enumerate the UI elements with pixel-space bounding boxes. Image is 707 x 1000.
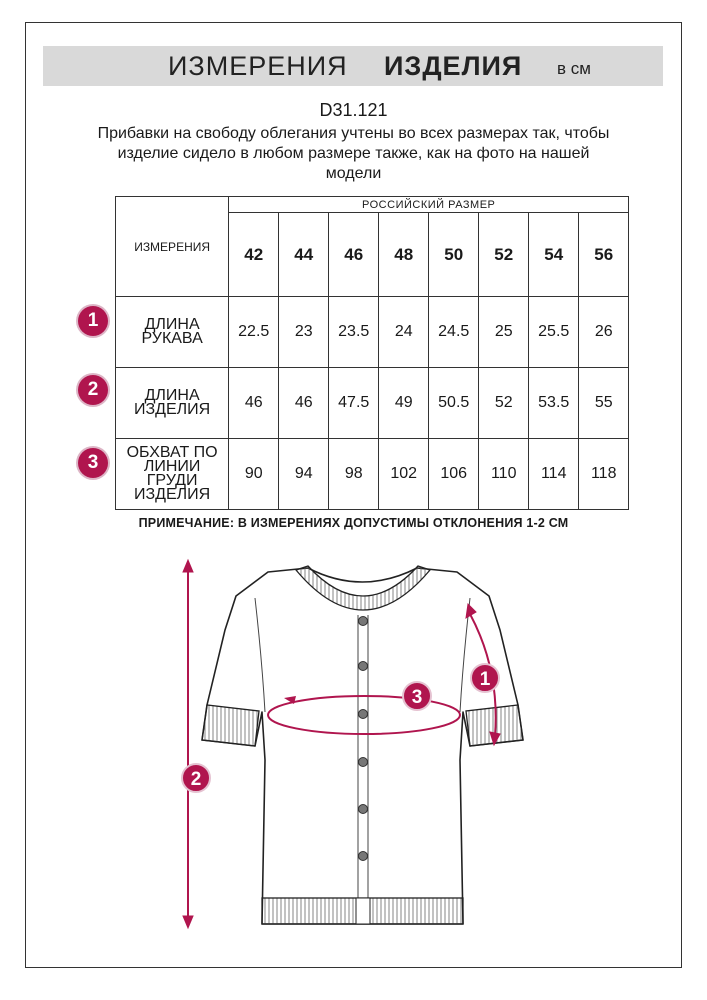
table-row xyxy=(116,439,629,510)
table-cell: 53.5 xyxy=(529,368,579,439)
size-header: 54 xyxy=(529,213,579,297)
table-cell: 24.5 xyxy=(429,297,479,368)
size-group-label: РОССИЙСКИЙ РАЗМЕР xyxy=(229,197,629,213)
left-cuff xyxy=(202,705,259,746)
row-label-garment-length: ДЛИНА ИЗДЕЛИЯ xyxy=(116,368,229,439)
size-header: 50 xyxy=(429,213,479,297)
row-label-chest-girth: ОБХВАТ ПО ЛИНИИ ГРУДИ ИЗДЕЛИЯ xyxy=(116,439,229,510)
title-measurements: ИЗМЕРЕНИЯ xyxy=(168,51,348,81)
button xyxy=(359,805,368,814)
table-cell: 102 xyxy=(379,439,429,510)
table-row xyxy=(116,368,629,439)
size-header: 44 xyxy=(279,213,329,297)
table-cell: 98 xyxy=(329,439,379,510)
size-header: 56 xyxy=(579,213,629,297)
button xyxy=(359,710,368,719)
marker-1-badge xyxy=(471,664,499,692)
table-cell: 118 xyxy=(579,439,629,510)
table-cell: 25.5 xyxy=(529,297,579,368)
button xyxy=(359,758,368,767)
row-3-number-badge: 3 xyxy=(78,448,108,478)
table-cell: 90 xyxy=(229,439,279,510)
table-cell: 106 xyxy=(429,439,479,510)
table-cell: 46 xyxy=(229,368,279,439)
corner-label: ИЗМЕРЕНИЯ xyxy=(116,197,229,297)
size-header: 46 xyxy=(329,213,379,297)
row-1-number-badge: 1 xyxy=(78,306,108,336)
garment-diagram xyxy=(0,540,707,940)
table-cell: 47.5 xyxy=(329,368,379,439)
marker-1-label: 1 xyxy=(479,669,491,690)
table-cell: 49 xyxy=(379,368,429,439)
title-units: в см xyxy=(557,59,591,78)
title-garment: ИЗДЕЛИЯ xyxy=(384,51,523,81)
table-cell: 46 xyxy=(279,368,329,439)
table-cell: 23.5 xyxy=(329,297,379,368)
size-header: 52 xyxy=(479,213,529,297)
tolerance-remark: ПРИМЕЧАНИЕ: В ИЗМЕРЕНИЯХ ДОПУСТИМЫ ОТКЛОНЕНИЯ 1-2 СМ xyxy=(138,516,569,530)
row-label-sleeve-length: ДЛИНА РУКАВА xyxy=(116,297,229,368)
table-cell: 110 xyxy=(479,439,529,510)
table-cell: 50.5 xyxy=(429,368,479,439)
button xyxy=(359,617,368,626)
button xyxy=(359,852,368,861)
size-header: 42 xyxy=(229,213,279,297)
table-cell: 26 xyxy=(579,297,629,368)
table-cell: 22.5 xyxy=(229,297,279,368)
marker-2-label: 2 xyxy=(190,769,202,790)
fit-allowance-note: Прибавки на свободу облегания учтены во всех размерах так, чтобы изделие сидело в любом размере также, как на фото на нашей модели xyxy=(97,125,610,182)
table-row xyxy=(116,297,629,368)
button xyxy=(359,662,368,671)
table-cell: 52 xyxy=(479,368,529,439)
table-cell: 94 xyxy=(279,439,329,510)
table-cell: 55 xyxy=(579,368,629,439)
table-cell: 25 xyxy=(479,297,529,368)
table-cell: 24 xyxy=(379,297,429,368)
table-cell: 23 xyxy=(279,297,329,368)
length-arrow xyxy=(183,560,193,928)
size-table xyxy=(115,196,629,510)
marker-3-label: 3 xyxy=(411,687,423,708)
article-number: D31.121 xyxy=(319,100,388,120)
row-2-number-badge: 2 xyxy=(78,375,108,405)
marker-2-badge xyxy=(182,764,210,792)
marker-3-badge xyxy=(403,682,431,710)
size-header: 48 xyxy=(379,213,429,297)
table-cell: 114 xyxy=(529,439,579,510)
